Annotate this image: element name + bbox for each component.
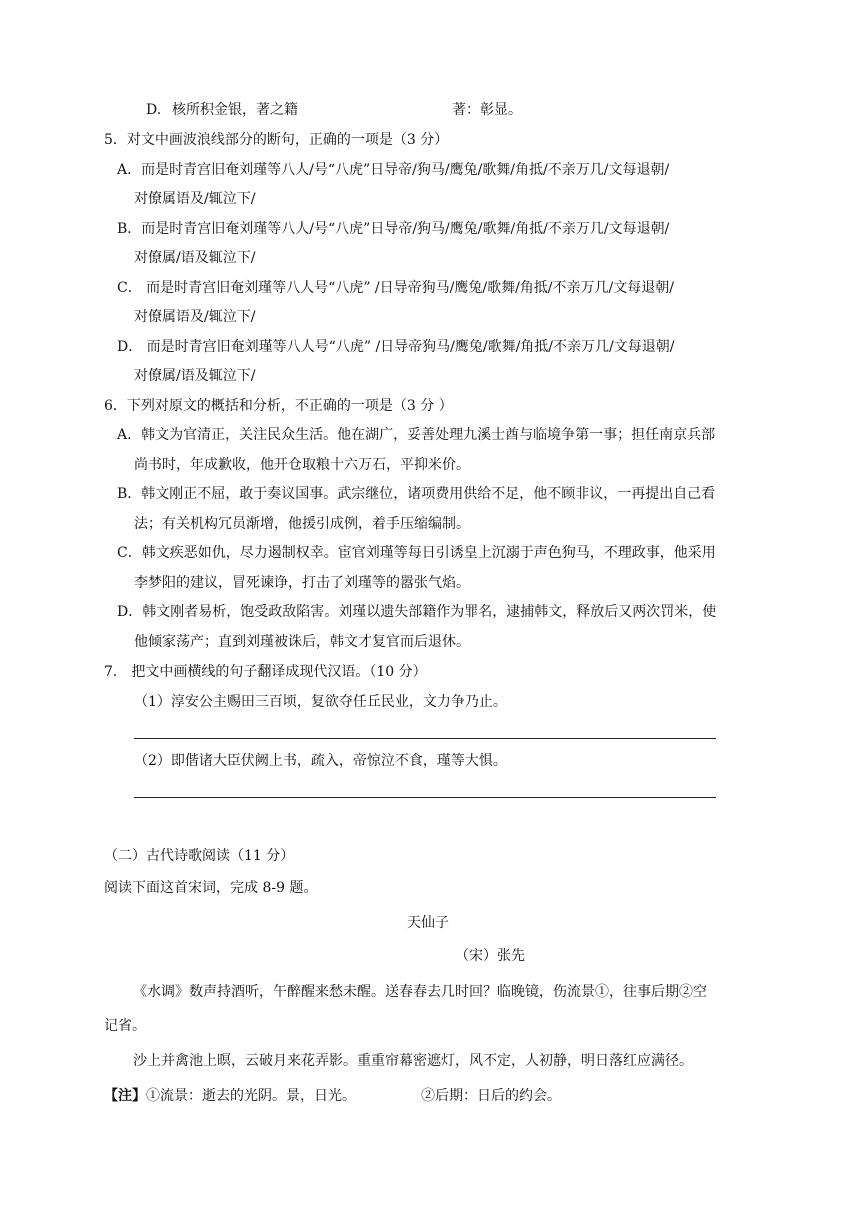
poem-stanza-2: 沙上并禽池上暝，云破月来花弄影。重重帘幕密遮灯，风不定，人初静，明日落红应满径。 (133, 1053, 693, 1069)
section-heading: （二）古代诗歌阅读（11 分） (104, 848, 295, 864)
q7-stem: 7． 把文中画横线的句子翻译成现代汉语。（10 分） (104, 664, 427, 680)
note-label: 【注】 (104, 1088, 146, 1104)
q5-stem: 5．对文中画波浪线部分的断句，正确的一项是（3 分） (104, 132, 449, 148)
q5-option-b-line2: 对僚属/语及辄泣下/ (134, 250, 256, 266)
q6-option-c-line1: C．韩文疾恶如仇，尽力遏制权幸。宦官刘瑾等每日引诱皇上沉溺于声色狗马，不理政事，他采用 (117, 545, 716, 561)
q6-stem: 6．下列对原文的概括和分析，不正确的一项是（3 分 ） (104, 398, 453, 414)
q5-option-b-line1: B．而是时青宫旧奄刘瑾等八人/号“八虎”日导帝/狗马/鹰兔/歌舞/角抵/不亲万几/文每退朝/ (117, 221, 670, 237)
q7-answer-line-2[interactable] (134, 797, 716, 798)
q6-option-a-line1: A．韩文为官清正，关注民众生活。他在湖广，妥善处理九溪士酋与临境争第一事；担任南京兵部 (117, 427, 716, 443)
note-1: ①流景：逝去的光阴。景，日光。 (146, 1088, 356, 1104)
q6-option-b-line2: 法；有关机构冗员渐增，他援引成例，着手压缩编制。 (134, 516, 470, 532)
poem-stanza-1-line2: 记省。 (104, 1018, 146, 1034)
q5-option-a-line2: 对僚属语及/辄泣下/ (134, 191, 256, 207)
q6-option-d-line1: D．韩文刚者易析，饱受政敌陷害。刘瑾以遗失部籍作为罪名，逮捕韩文，释放后又两次罚米，使 (117, 604, 717, 620)
q6-option-c-line2: 李梦阳的建议，冒死谏诤，打击了刘瑾等的嚣张气焰。 (134, 575, 470, 591)
poem-stanza-1-line1: 《水调》数声持酒听，午醉醒来愁未醒。送春春去几时回？临晚镜，伤流景①，往事后期②空 (133, 984, 707, 1000)
q5-option-c-line2: 对僚属语及/辄泣下/ (134, 309, 256, 325)
q7-sentence-2: （2）即偕诸大臣伏阙上书，疏入，帝惊泣不食，瑾等大惧。 (134, 753, 507, 769)
q4-option-d-text: 核所积金银，著之籍 (172, 102, 298, 118)
q6-option-a-line2: 尚书时，年成歉收，他开仓取粮十六万石，平抑米价。 (134, 457, 470, 473)
q6-option-b-line1: B．韩文刚正不屈，敢于奏议国事。武宗继位，诸项费用供给不足，他不顾非议，一再提出自己看 (117, 486, 716, 502)
q5-option-d-line1: D． 而是时青宫旧奄刘瑾等八人号“八虎” /日导帝狗马/鹰兔/歌舞/角抵/不亲万几/文每退朝/ (117, 339, 675, 355)
q5-option-c-line1: C． 而是时青宫旧奄刘瑾等八人号“八虎” /日导帝狗马/鹰兔/歌舞/角抵/不亲万几/文每退朝/ (117, 280, 674, 296)
poem-author: （宋）张先 (455, 948, 525, 964)
q7-answer-line-1[interactable] (134, 738, 716, 739)
q6-option-d-line2: 他倾家荡产；直到刘瑾被诛后，韩文才复官而后退休。 (134, 634, 470, 650)
q5-option-d-line2: 对僚属/语及辄泣下/ (134, 368, 256, 384)
section-intro: 阅读下面这首宋词，完成 8-9 题。 (104, 880, 318, 896)
note-2: ②后期：日后的约会。 (421, 1088, 561, 1104)
poem-title: 天仙子 (407, 915, 449, 931)
q4-option-d-note: 著：彰显。 (452, 102, 522, 118)
q7-sentence-1: （1）淳安公主赐田三百顷，复欲夺任丘民业，文力争乃止。 (134, 694, 507, 710)
q4-option-d-label: D. (146, 102, 162, 118)
q5-option-a-line1: A．而是时青宫旧奄刘瑾等八人/号“八虎”日导帝/狗马/鹰兔/歌舞/角抵/不亲万几/文每退朝/ (117, 162, 670, 178)
